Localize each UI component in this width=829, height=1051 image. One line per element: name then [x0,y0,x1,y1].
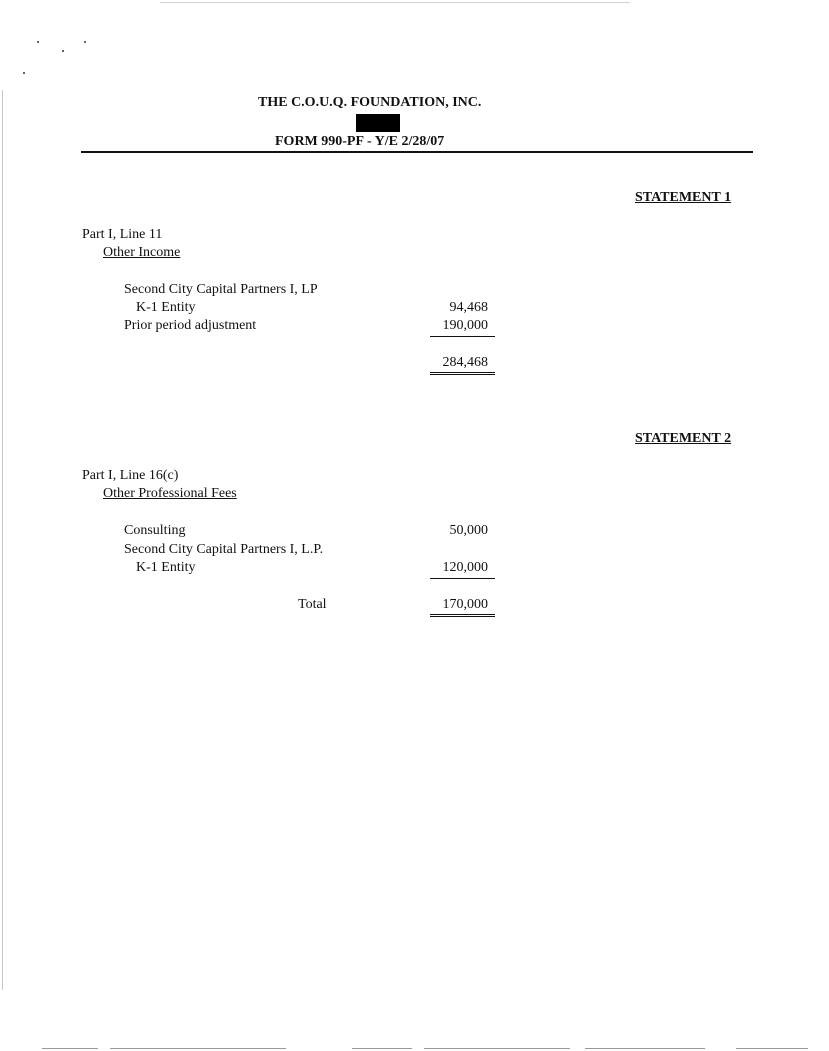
scan-speck [84,41,86,43]
statement-2-category: Other Professional Fees [103,486,237,501]
statement-2-total: 170,000 [442,597,488,612]
form-title: FORM 990-PF - Y/E 2/28/07 [275,134,445,149]
statement-1-total: 284,468 [442,355,488,370]
line-item-amount: 94,468 [449,300,488,315]
statement-1-label: STATEMENT 1 [635,190,732,205]
line-item-description: Second City Capital Partners I, LP [124,282,318,297]
scan-artifact-bottom [42,1048,98,1049]
line-item-amount: 120,000 [442,560,488,575]
line-item-description: K-1 Entity [136,560,196,575]
line-item-description: Prior period adjustment [124,318,257,333]
scan-artifact-bottom [736,1048,808,1049]
total-label: Total [298,597,327,612]
line-item-description: Second City Capital Partners I, L.P. [124,542,324,557]
scan-artifact-bottom [110,1048,286,1049]
subtotal-rule [430,578,495,579]
line-item-description: K-1 Entity [136,300,196,315]
scan-edge-left [2,90,3,990]
scan-speck [37,41,39,43]
scan-artifact-top [160,2,630,3]
scan-artifact-bottom [585,1048,705,1049]
header-rule [81,151,753,153]
line-item-amount: 50,000 [449,523,488,538]
total-double-rule [430,614,495,617]
scan-artifact-bottom [424,1048,570,1049]
subtotal-rule [430,336,495,337]
line-item-amount: 190,000 [442,318,488,333]
statement-2-part-line: Part I, Line 16(c) [82,468,179,483]
redaction-block [356,114,400,132]
statement-2-label: STATEMENT 2 [635,431,732,446]
statement-1-category: Other Income [103,245,181,260]
total-double-rule [430,372,495,375]
scan-speck [23,72,25,74]
statement-1-part-line: Part I, Line 11 [82,227,163,242]
scan-artifact-bottom [352,1048,412,1049]
line-item-description: Consulting [124,523,186,538]
scan-speck [62,50,64,52]
organization-name: THE C.O.U.Q. FOUNDATION, INC. [258,95,482,110]
